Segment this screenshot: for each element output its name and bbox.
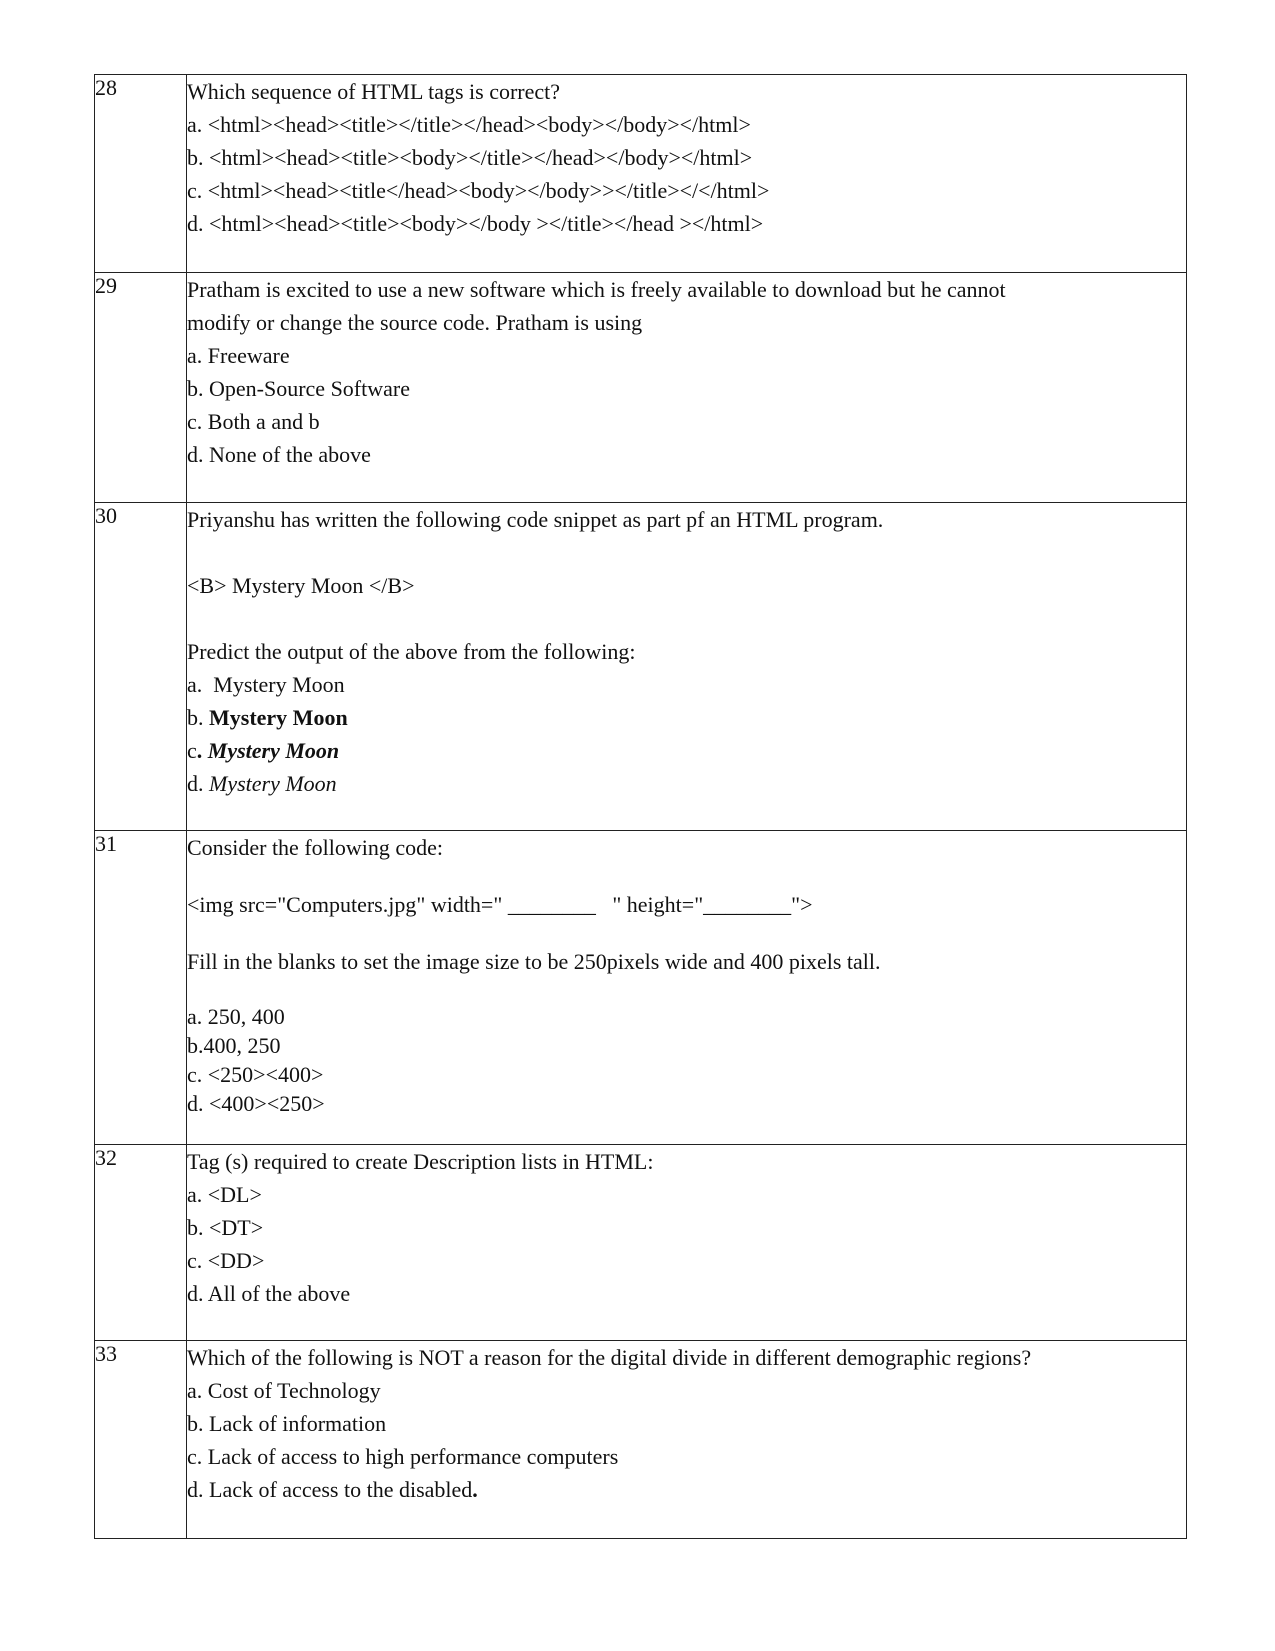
question-text: Tag (s) required to create Description lists in HTML:	[187, 1149, 654, 1174]
question-text: Consider the following code:	[187, 835, 444, 860]
question-number: 29	[95, 273, 187, 503]
question-row	[95, 831, 1187, 1145]
option: d. Mystery Moon	[187, 771, 337, 796]
option: c. Both a and b	[187, 409, 320, 434]
question-number: 28	[95, 75, 187, 273]
question-row	[95, 503, 1187, 831]
question-prompt: Fill in the blanks to set the image size to be 250pixels wide and 400 pixels tall.	[187, 949, 881, 974]
question-content	[187, 831, 1187, 1145]
question-row	[95, 1145, 1187, 1341]
question-content	[187, 75, 1187, 273]
option: a. <html><head><title></title></head><body></body></html>	[187, 112, 751, 137]
option: d. <html><head><title><body></body ></title></head ></html>	[187, 211, 764, 236]
option: d. All of the above	[187, 1281, 351, 1306]
option: b. Lack of information	[187, 1411, 387, 1436]
option: a. Cost of Technology	[187, 1378, 381, 1403]
question-content	[187, 1341, 1187, 1539]
question-number: 30	[95, 503, 187, 831]
option: b. Mystery Moon	[187, 705, 348, 730]
option: c. Mystery Moon	[187, 738, 340, 763]
option: b.400, 250	[187, 1033, 281, 1058]
option: b. <html><head><title><body></title></head></body></html>	[187, 145, 753, 170]
option: d. None of the above	[187, 442, 371, 467]
option: c. <DD>	[187, 1248, 265, 1273]
question-text: Pratham is excited to use a new software which is freely available to download but he cannot	[187, 277, 1006, 302]
question-content	[187, 273, 1187, 503]
option: b. <DT>	[187, 1215, 264, 1240]
option: a. Mystery Moon	[187, 672, 345, 697]
option: d. <400><250>	[187, 1091, 325, 1116]
question-number: 31	[95, 831, 187, 1145]
question-text: Priyanshu has written the following code snippet as part pf an HTML program.	[187, 507, 884, 532]
option: c. Lack of access to high performance computers	[187, 1444, 619, 1469]
question-text: modify or change the source code. Pratham is using	[187, 310, 643, 335]
option: a. <DL>	[187, 1182, 262, 1207]
question-content	[187, 1145, 1187, 1341]
question-text: Which sequence of HTML tags is correct?	[187, 79, 561, 104]
code-snippet: <img src="Computers.jpg" width=" ________ " height="________">	[187, 892, 813, 917]
question-row	[95, 75, 1187, 273]
question-text: Which of the following is NOT a reason for the digital divide in different demographic regions?	[187, 1345, 1032, 1370]
question-row	[95, 273, 1187, 503]
code-snippet: <B> Mystery Moon </B>	[187, 573, 415, 598]
questions-table	[94, 74, 1187, 1539]
option: d. Lack of access to the disabled.	[187, 1477, 478, 1502]
question-number: 32	[95, 1145, 187, 1341]
option: b. Open-Source Software	[187, 376, 410, 401]
option: a. Freeware	[187, 343, 290, 368]
question-row	[95, 1341, 1187, 1539]
question-content	[187, 503, 1187, 831]
option: a. 250, 400	[187, 1004, 285, 1029]
option: c. <html><head><title</head><body></body>></title></</html>	[187, 178, 770, 203]
option: c. <250><400>	[187, 1062, 324, 1087]
question-number: 33	[95, 1341, 187, 1539]
question-prompt: Predict the output of the above from the following:	[187, 639, 636, 664]
